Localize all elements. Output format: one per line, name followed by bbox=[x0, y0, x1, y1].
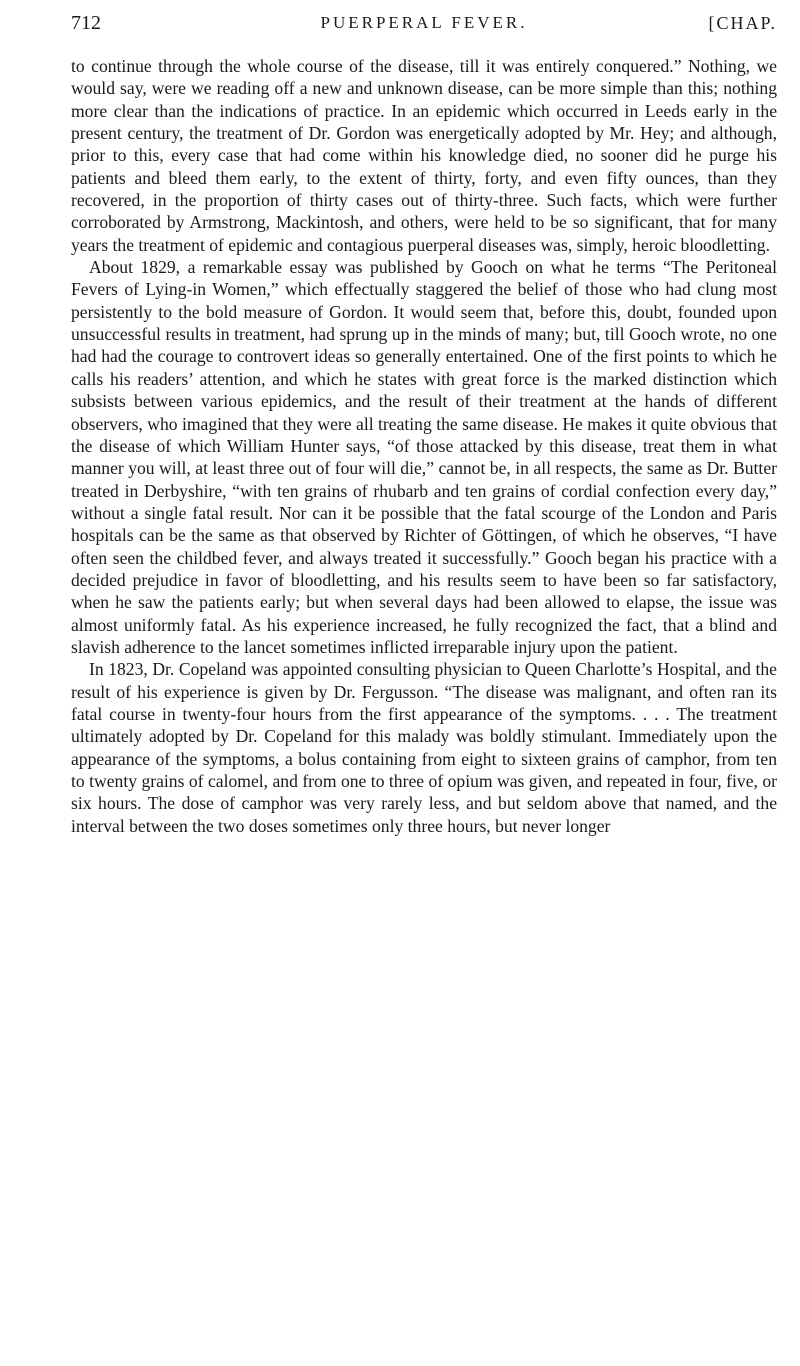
paragraph-copeland: In 1823, Dr. Copeland was appointed consulting physician to Queen Charlotte’s Hospital, and the result of his experience is given by Dr. Fergusson. “The disease was malignant, and often ran its fatal course in twenty-four hours from the first appearance of the symptoms. . . . The treatment ultimately adopted by Dr. Copeland for this malady was boldly stimulant. Immediately upon the appearance of the symptoms, a bolus containing from eight to sixteen grains of camphor, from ten to twenty grains of calomel, and from one to three of opium was given, and repeated in four, five, or six hours. The dose of camphor was very rarely less, and but seldom above that named, and the interval between the two doses sometimes only three hours, but never longer bbox=[71, 659, 777, 836]
chapter-mark: [CHAP. bbox=[708, 13, 777, 33]
book-page bbox=[71, 0, 777, 837]
page-number: 712 bbox=[71, 12, 101, 34]
paragraph-gooch: About 1829, a remarkable essay was published by Gooch on what he terms “The Peritoneal Fevers of Lying-in Women,” which effectually staggered the belief of those who had clung most persistently to the bold measure of Gordon. It would seem that, before this, doubt, founded upon unsuccessful results in treatment, had sprung up in the minds of many; but, till Gooch wrote, no one had had the courage to controvert ideas so generally entertained. One of the first points to which he calls his readers’ attention, and which he states with great force is the marked distinction which subsists between various epidemics, and the result of their treatment at the hands of different observers, who imagined that they were all treating the same disease. He makes it quite obvious that the disease of which William Hunter says, “of those attacked by this disease, treat them in what manner you will, at least three out of four will die,” cannot be, in all respects, the same as Dr. Butter treated in Derbyshire, “with ten grains of rhubarb and ten grains of cordial confection every day,” without a single fatal result. Nor can it be possible that the fatal scourge of the London and Paris hospitals can be the same as that observed by Richter of Göttingen, of which he observes, “I have often seen the childbed fever, and always treated it successfully.” Gooch began his practice with a decided prejudice in favor of bloodletting, and his results seem to have been so far satisfactory, when he saw the patients early; but when several days had been allowed to elapse, the issue was almost uniformly fatal. As his experience increased, he fully recognized the fact, that a blind and slavish adherence to the lancet sometimes inflicted irreparable injury upon the patient. bbox=[71, 257, 777, 657]
paragraph-continued: to continue through the whole course of the disease, till it was entirely conquered.” Nothing, we would say, were we reading off a new and unknown disease, can be more simple than this; nothing more clear than the indications of practice. In an epidemic which occurred in Leeds early in the present century, the treatment of Dr. Gordon was energetically adopted by Mr. Hey; and although, prior to this, every case that had come within his knowledge died, no sooner did he purge his patients and bleed them early, to the extent of thirty, forty, and even fifty ounces, than they recovered, in the proportion of thirty cases out of thirty-three. Such facts, which were further corroborated by Armstrong, Mackintosh, and others, were held to be so significant, that for many years the treatment of epidemic and contagious puerperal diseases was, simply, heroic bloodletting. bbox=[71, 56, 777, 255]
running-head bbox=[71, 6, 777, 40]
running-title: PUERPERAL FEVER. bbox=[320, 13, 528, 32]
body-text bbox=[71, 55, 777, 837]
